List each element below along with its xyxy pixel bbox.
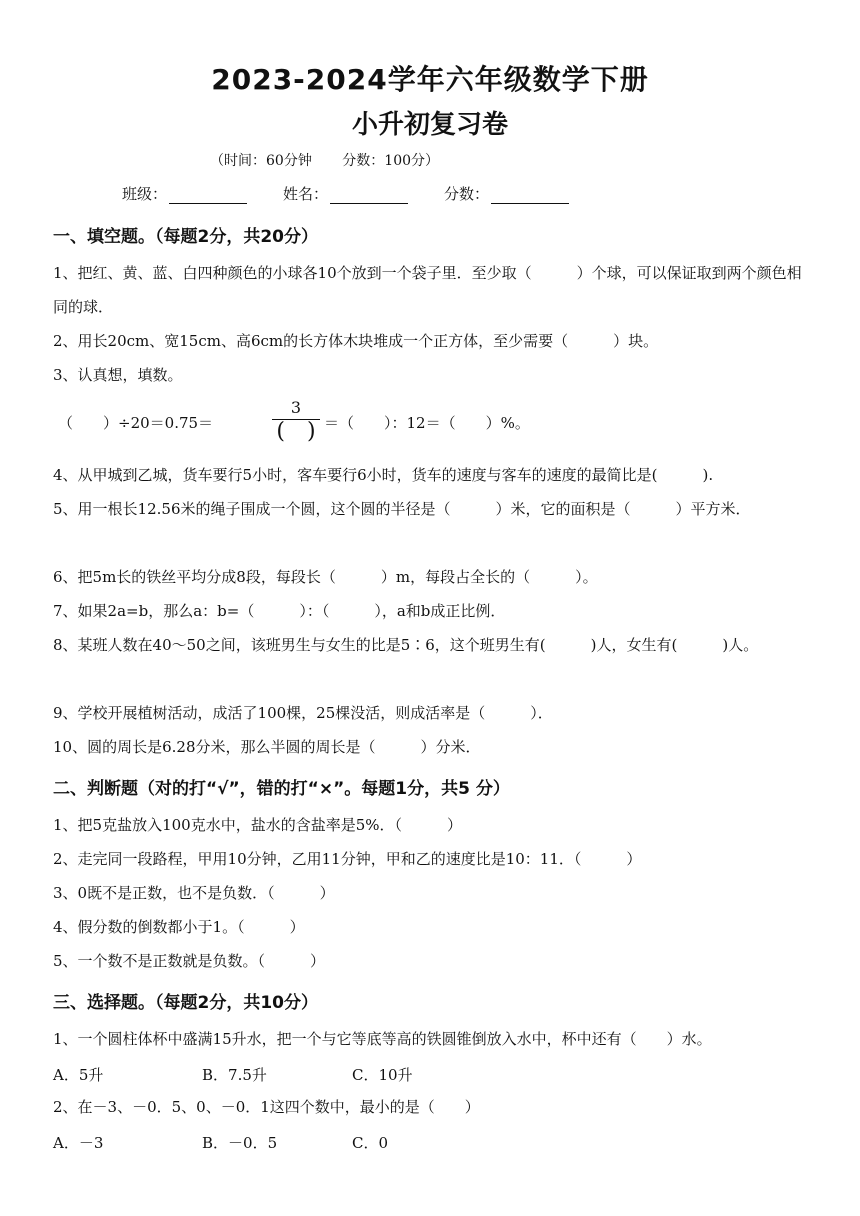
fill-question-6: 6、把5m长的铁丝平均分成8段，每段长（ ）m，每段占全长的（ ）。 bbox=[53, 568, 598, 586]
judge-question-2: 2、走完同一段路程，甲用10分钟，乙用11分钟，甲和乙的速度比是10：11．（ ） bbox=[53, 850, 642, 868]
choice-1-option-c: C．10升 bbox=[352, 1066, 413, 1084]
section-choice-heading: 三、选择题。（每题2分，共10分） bbox=[53, 993, 318, 1013]
choice-1-option-b: B．7.5升 bbox=[202, 1066, 267, 1084]
equation-left: （ ）÷20＝0.75＝ bbox=[58, 414, 214, 432]
fraction-denominator: ( ) bbox=[276, 419, 316, 444]
choice-question-1: 1、一个圆柱体杯中盛满15升水，把一个与它等底等高的铁圆锥倒放入水中，杯中还有（ ）水。 bbox=[53, 1030, 712, 1048]
choice-2-option-c: C．0 bbox=[352, 1134, 389, 1152]
choice-2-option-b: B．－0．5 bbox=[202, 1134, 278, 1152]
page-title: 2023-2024学年六年级数学下册 bbox=[211, 63, 649, 96]
fill-question-8: 8、某班人数在40～50之间，该班男生与女生的比是5∶6，这个班男生有( )人，女生有( )人。 bbox=[53, 636, 759, 654]
fill-question-10: 10、圆的周长是6.28分米，那么半圆的周长是（ ）分米． bbox=[53, 738, 481, 756]
equation-right: ＝（ ）：12＝（ ）%。 bbox=[324, 414, 530, 432]
score-field[interactable] bbox=[444, 183, 569, 204]
judge-question-5: 5、一个数不是正数就是负数。（ ） bbox=[53, 952, 326, 970]
time-info: （时间：60分钟 bbox=[210, 153, 312, 169]
name-label: 姓名： bbox=[283, 185, 329, 203]
fill-question-5: 5、用一根长12.56米的绳子围成一个圆，这个圆的半径是（ ）米，它的面积是（ ）平方米． bbox=[53, 500, 751, 518]
fill-question-4: 4、从甲城到乙城，货车要行5小时，客车要行6小时，货车的速度与客车的速度的最简比是( ). bbox=[53, 466, 714, 484]
fill-question-9: 9、学校开展植树活动，成活了100棵，25棵没活，则成活率是（ ）． bbox=[53, 704, 553, 722]
class-label: 班级： bbox=[122, 185, 168, 203]
judge-question-4: 4、假分数的倒数都小于1。（ ） bbox=[53, 918, 305, 936]
fill-question-1: 1、把红、黄、蓝、白四种颜色的小球各10个放到一个袋子里．至少取（ ）个球，可以保证取到两个颜色相同的球． bbox=[53, 264, 802, 316]
score-blank[interactable] bbox=[491, 187, 569, 204]
exam-info bbox=[210, 150, 465, 170]
name-blank[interactable] bbox=[330, 187, 408, 204]
fill-question-2: 2、用长20cm、宽15cm、高6cm的长方体木块堆成一个正方体，至少需要（ ）块。 bbox=[53, 332, 659, 350]
section-judge-heading: 二、判断题（对的打“√”，错的打“×”。每题1分，共5 分） bbox=[53, 779, 510, 799]
student-fields bbox=[122, 183, 605, 204]
fill-question-3: 3、认真想，填数。 bbox=[53, 366, 183, 384]
fill-question-7: 7、如果2a=b，那么a：b=（ ）：（ ），a和b成正比例． bbox=[53, 602, 506, 620]
section-fill-heading: 一、填空题。（每题2分，共20分） bbox=[53, 227, 318, 247]
score-info: 分数：100分） bbox=[342, 153, 440, 169]
class-blank[interactable] bbox=[169, 187, 247, 204]
class-field[interactable] bbox=[122, 183, 247, 204]
fraction bbox=[272, 398, 320, 443]
choice-2-option-a: A．－3 bbox=[53, 1134, 104, 1152]
score-label: 分数： bbox=[444, 185, 490, 203]
name-field[interactable] bbox=[283, 183, 408, 204]
choice-1-option-a: A．5升 bbox=[53, 1066, 104, 1084]
page-subtitle: 小升初复习卷 bbox=[351, 110, 508, 140]
choice-question-2: 2、在－3、－0．5、0、－0．1这四个数中，最小的是（ ） bbox=[53, 1098, 480, 1116]
fraction-equation bbox=[58, 398, 758, 446]
judge-question-3: 3、0既不是正数，也不是负数．（ ） bbox=[53, 884, 335, 902]
judge-question-1: 1、把5克盐放入100克水中，盐水的含盐率是5%．（ ） bbox=[53, 816, 463, 834]
fraction-numerator: 3 bbox=[290, 398, 302, 417]
